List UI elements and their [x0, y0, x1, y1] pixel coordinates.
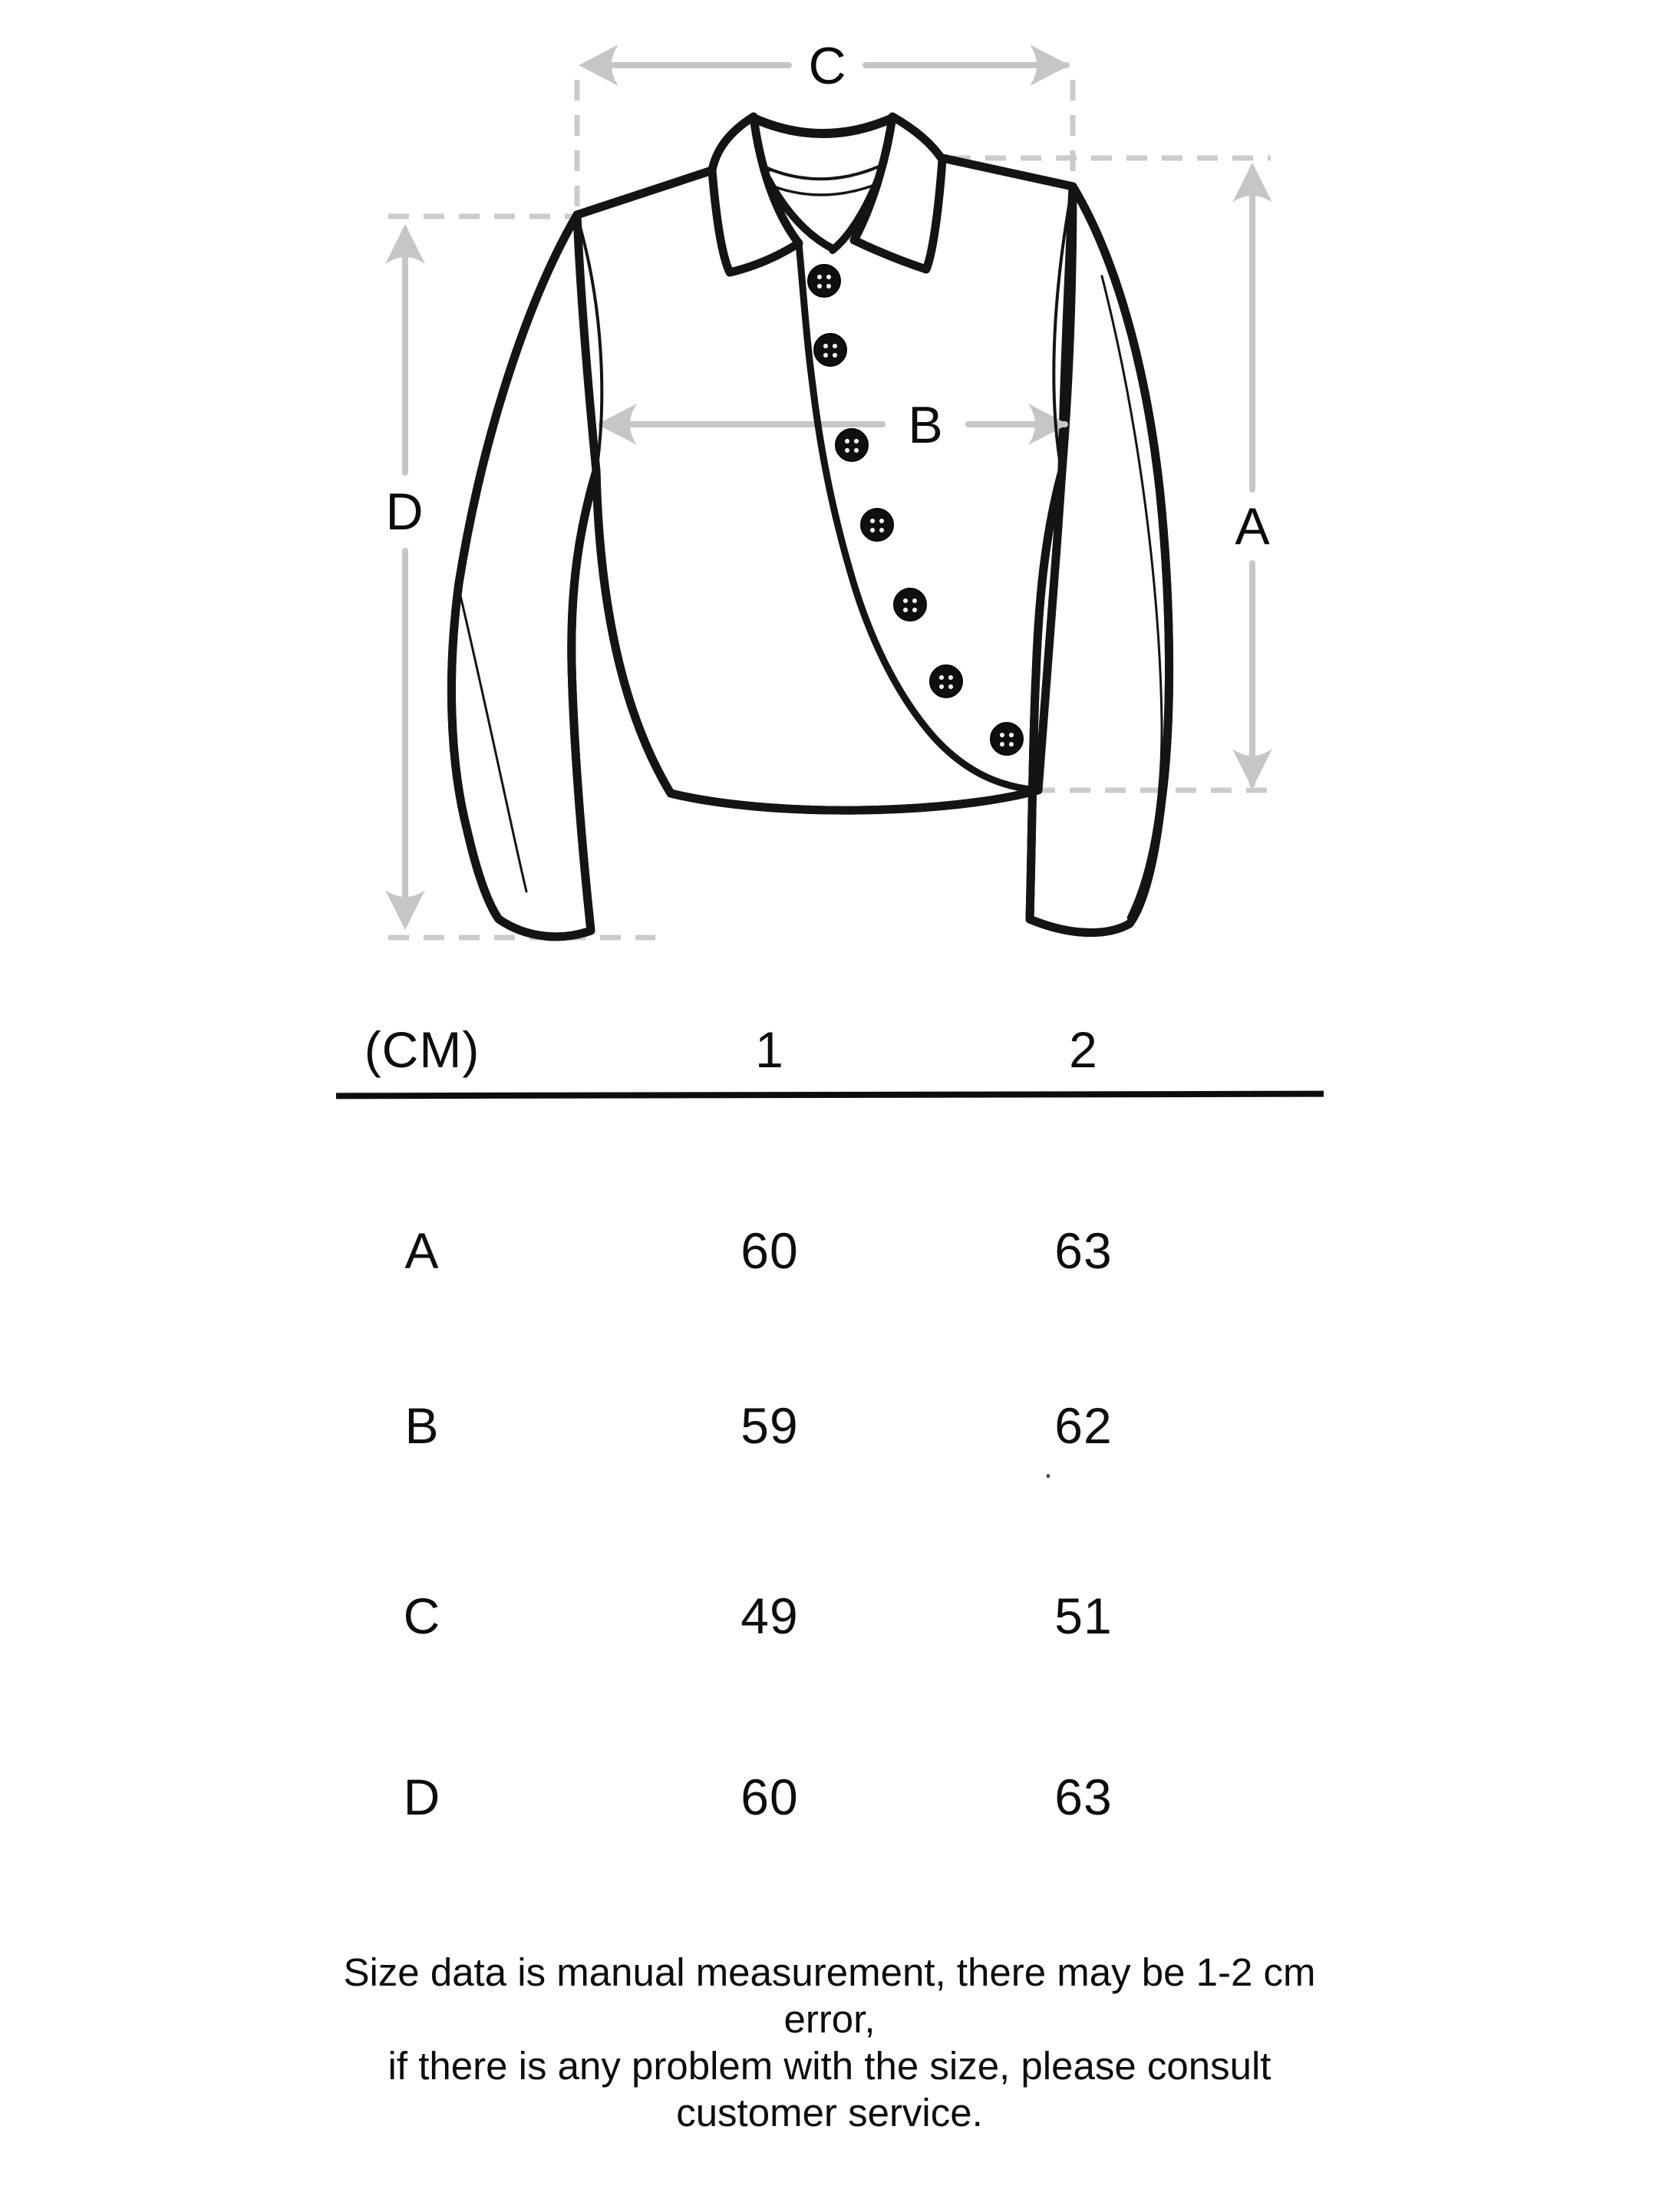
table-column-size-2: 2: [1069, 1021, 1098, 1078]
size-note-line: if there is any problem with the size, please consult: [388, 2044, 1271, 2088]
measure-label-b: B: [908, 396, 943, 454]
table-cell-value: 51: [1054, 1587, 1113, 1644]
table-cell-value: 60: [740, 1769, 799, 1825]
table-cell-value: 60: [740, 1222, 799, 1279]
size-note-line: customer service.: [676, 2091, 983, 2135]
table-header-rule: [336, 1091, 1324, 1099]
table-unit-header: (CM): [364, 1021, 480, 1078]
table-cell-value: 63: [1054, 1769, 1113, 1825]
size-note: [0, 1949, 1659, 2136]
table-column-size-1: 1: [755, 1021, 784, 1078]
measure-label-d: D: [385, 483, 424, 541]
size-note-line: Size data is manual measurement, there may be 1-2 cm: [343, 1950, 1316, 1994]
table-cell-value: 49: [740, 1587, 799, 1644]
table-row-label: A: [404, 1222, 440, 1279]
table-cell-value: 62: [1054, 1397, 1113, 1454]
stray-dot: .: [1043, 1448, 1054, 1485]
table-row-label: C: [403, 1587, 441, 1644]
measure-label-c: C: [808, 37, 846, 95]
table-cell-value: 59: [740, 1397, 799, 1454]
size-note-line: error,: [783, 1997, 876, 2041]
table-row-label: D: [403, 1769, 441, 1825]
table-row-label: B: [404, 1397, 440, 1454]
measure-label-a: A: [1235, 497, 1270, 555]
table-cell-value: 63: [1054, 1222, 1113, 1279]
